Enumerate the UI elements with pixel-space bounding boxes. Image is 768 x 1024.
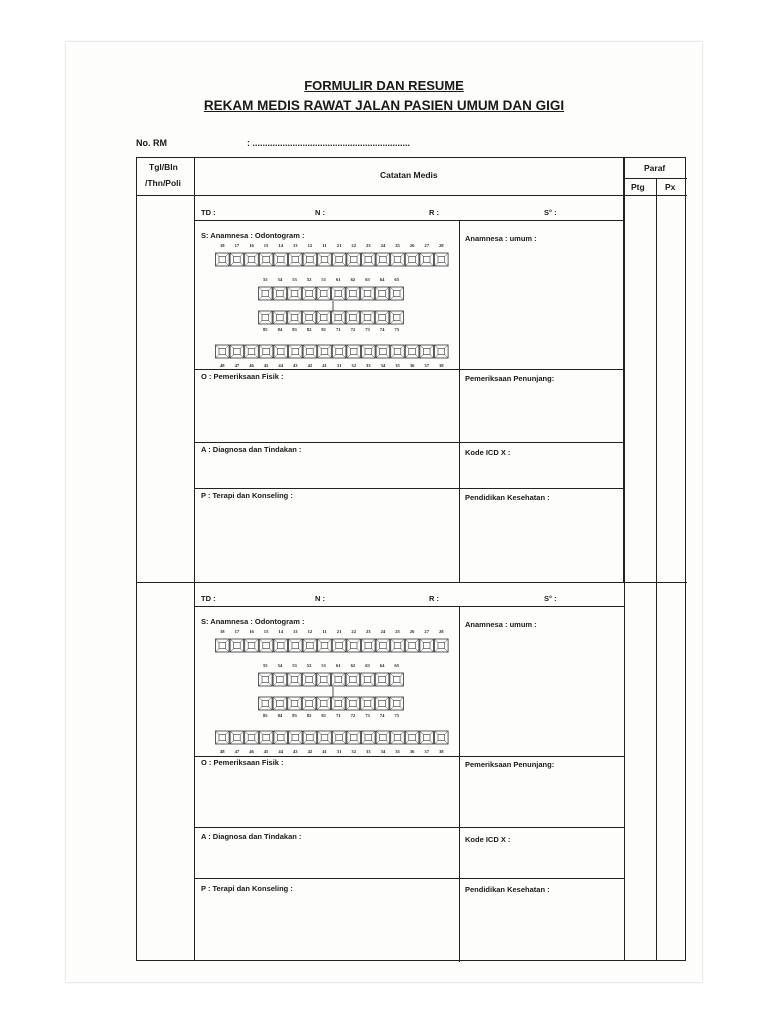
- tooth-71[interactable]: [332, 697, 346, 710]
- tooth-number-label: 85: [263, 713, 268, 718]
- tooth-15[interactable]: [259, 253, 273, 266]
- tooth-number-label: 18: [220, 629, 225, 634]
- td-label: TD :: [201, 594, 216, 603]
- tooth-number-label: 62: [350, 277, 356, 282]
- odontogram-chart[interactable]: [213, 627, 453, 755]
- o-pemeriksaan-label: O : Pemeriksaan Fisik :: [201, 372, 284, 381]
- tooth-71[interactable]: [332, 311, 346, 324]
- notes-right-border-1: [623, 158, 624, 582]
- vitals-bottom-line: [194, 606, 624, 607]
- col-divider-paraf: [624, 158, 625, 960]
- tooth-83[interactable]: [288, 311, 302, 324]
- tooth-45[interactable]: [259, 345, 273, 358]
- tooth-34[interactable]: [376, 731, 390, 744]
- inner-divider-2: [459, 606, 460, 962]
- tooth-number-label: 22: [351, 243, 356, 248]
- notes-col-header: Catatan Medis: [380, 170, 438, 180]
- tooth-62[interactable]: [346, 287, 360, 300]
- tooth-14[interactable]: [274, 639, 288, 652]
- tooth-82[interactable]: [302, 311, 316, 324]
- section-line-o-1: [194, 369, 624, 370]
- tooth-54[interactable]: [273, 673, 287, 686]
- section-line-a-2: [194, 827, 624, 828]
- tooth-15[interactable]: [259, 639, 273, 652]
- tooth-25[interactable]: [391, 253, 405, 266]
- a-diagnosa-label: A : Diagnosa dan Tindakan :: [201, 832, 302, 841]
- tooth-85[interactable]: [259, 311, 273, 324]
- section-line-p-1: [194, 488, 624, 489]
- tooth-48[interactable]: [216, 731, 230, 744]
- tooth-number-label: 81: [321, 327, 326, 332]
- tooth-number-label: 25: [395, 243, 400, 248]
- tooth-number-label: 52: [306, 663, 312, 668]
- tooth-84[interactable]: [273, 697, 287, 710]
- tooth-84[interactable]: [273, 311, 287, 324]
- form-sheet: [66, 42, 702, 982]
- tooth-number-label: 28: [439, 629, 444, 634]
- tooth-14[interactable]: [274, 253, 288, 266]
- tooth-13[interactable]: [289, 639, 303, 652]
- kode-icd-label: Kode ICD X :: [465, 448, 511, 457]
- vitals-bottom-line: [194, 220, 624, 221]
- tooth-11[interactable]: [318, 253, 332, 266]
- tooth-85[interactable]: [259, 697, 273, 710]
- tooth-52[interactable]: [302, 673, 316, 686]
- tooth-37[interactable]: [420, 345, 434, 358]
- tooth-number-label: 31: [336, 749, 342, 754]
- tooth-42[interactable]: [303, 731, 317, 744]
- tooth-18[interactable]: [216, 639, 230, 652]
- tooth-number-label: 23: [366, 243, 371, 248]
- tooth-number-label: 13: [293, 629, 298, 634]
- tooth-number-label: 14: [278, 243, 283, 248]
- no-rm-field[interactable]: : ...............................................................: [247, 138, 411, 148]
- tooth-41[interactable]: [318, 345, 332, 358]
- tooth-75[interactable]: [390, 697, 404, 710]
- tooth-number-label: 71: [336, 327, 341, 332]
- tooth-23[interactable]: [362, 639, 376, 652]
- tooth-55[interactable]: [259, 287, 273, 300]
- tooth-number-label: 75: [394, 327, 399, 332]
- tooth-46[interactable]: [245, 731, 259, 744]
- tooth-32[interactable]: [347, 731, 361, 744]
- tooth-51[interactable]: [317, 673, 331, 686]
- tooth-number-label: 83: [292, 713, 297, 718]
- tooth-number-label: 11: [322, 243, 327, 248]
- tooth-number-label: 45: [263, 749, 269, 754]
- tooth-47[interactable]: [230, 731, 244, 744]
- pemeriksaan-penunjang-label: Pemeriksaan Penunjang:: [465, 374, 555, 383]
- tooth-46[interactable]: [245, 345, 259, 358]
- tooth-72[interactable]: [346, 311, 360, 324]
- tooth-number-label: 35: [395, 363, 400, 368]
- tooth-number-label: 16: [249, 629, 254, 634]
- tooth-number-label: 54: [277, 277, 283, 282]
- tooth-number-label: 63: [365, 663, 370, 668]
- tooth-22[interactable]: [347, 639, 361, 652]
- tooth-11[interactable]: [318, 639, 332, 652]
- tooth-number-label: 38: [439, 363, 444, 368]
- tooth-52[interactable]: [302, 287, 316, 300]
- tooth-number-label: 36: [409, 749, 415, 754]
- tooth-number-label: 17: [234, 629, 240, 634]
- tooth-number-label: 55: [263, 663, 268, 668]
- pendidikan-kesehatan-label: Pendidikan Kesehatan :: [465, 885, 550, 894]
- tooth-37[interactable]: [420, 731, 434, 744]
- tooth-number-label: 41: [322, 749, 327, 754]
- no-rm-label: No. RM: [136, 138, 167, 148]
- tooth-number-label: 27: [424, 629, 429, 634]
- tooth-22[interactable]: [347, 253, 361, 266]
- tooth-number-label: 36: [409, 363, 415, 368]
- tooth-number-label: 51: [321, 277, 326, 282]
- n-label: N :: [315, 208, 325, 217]
- tooth-17[interactable]: [230, 639, 244, 652]
- tooth-12[interactable]: [303, 253, 317, 266]
- tooth-number-label: 75: [394, 713, 399, 718]
- tooth-number-label: 82: [306, 713, 312, 718]
- tooth-number-label: 33: [366, 363, 371, 368]
- tooth-number-label: 37: [424, 363, 429, 368]
- px-header: Px: [665, 182, 676, 192]
- tooth-36[interactable]: [405, 731, 419, 744]
- tooth-65[interactable]: [390, 673, 404, 686]
- tooth-number-label: 63: [365, 277, 370, 282]
- n-label: N :: [315, 594, 325, 603]
- tooth-54[interactable]: [273, 287, 287, 300]
- tooth-number-label: 15: [263, 243, 269, 248]
- tooth-number-label: 73: [365, 327, 370, 332]
- tooth-63[interactable]: [361, 287, 375, 300]
- tooth-number-label: 21: [336, 243, 342, 248]
- tooth-number-label: 37: [424, 749, 429, 754]
- tooth-21[interactable]: [332, 253, 346, 266]
- tooth-number-label: 32: [351, 749, 356, 754]
- tooth-61[interactable]: [332, 673, 346, 686]
- tooth-17[interactable]: [230, 253, 244, 266]
- tooth-number-label: 81: [321, 713, 326, 718]
- p-terapi-label: P : Terapi dan Konseling :: [201, 491, 293, 500]
- ptg-header: Ptg: [631, 182, 645, 192]
- tooth-62[interactable]: [346, 673, 360, 686]
- tooth-82[interactable]: [302, 697, 316, 710]
- tooth-53[interactable]: [288, 287, 302, 300]
- tooth-36[interactable]: [405, 345, 419, 358]
- tooth-number-label: 25: [395, 629, 400, 634]
- tooth-number-label: 84: [277, 713, 283, 718]
- tooth-74[interactable]: [375, 697, 389, 710]
- tooth-45[interactable]: [259, 731, 273, 744]
- tooth-number-label: 31: [336, 363, 342, 368]
- tooth-number-label: 17: [234, 243, 240, 248]
- tooth-31[interactable]: [332, 345, 346, 358]
- tooth-number-label: 22: [351, 629, 356, 634]
- tooth-81[interactable]: [317, 311, 331, 324]
- tooth-number-label: 11: [322, 629, 327, 634]
- anamnesa-umum-label: Anamnesa : umum :: [465, 234, 537, 243]
- tooth-73[interactable]: [361, 697, 375, 710]
- pemeriksaan-penunjang-label: Pemeriksaan Penunjang:: [465, 760, 555, 769]
- o-pemeriksaan-label: O : Pemeriksaan Fisik :: [201, 758, 284, 767]
- tooth-64[interactable]: [375, 673, 389, 686]
- tooth-83[interactable]: [288, 697, 302, 710]
- tooth-38[interactable]: [435, 345, 449, 358]
- tooth-35[interactable]: [391, 345, 405, 358]
- tooth-number-label: 62: [350, 663, 356, 668]
- tooth-number-label: 47: [234, 749, 240, 754]
- tooth-26[interactable]: [405, 639, 419, 652]
- tooth-38[interactable]: [435, 731, 449, 744]
- tooth-number-label: 41: [322, 363, 327, 368]
- tooth-number-label: 46: [249, 749, 254, 754]
- tooth-number-label: 26: [409, 629, 415, 634]
- tooth-12[interactable]: [303, 639, 317, 652]
- tooth-number-label: 74: [379, 713, 385, 718]
- tooth-number-label: 34: [380, 749, 386, 754]
- tooth-number-label: 55: [263, 277, 268, 282]
- tooth-73[interactable]: [361, 311, 375, 324]
- s-temp-label: S° :: [544, 594, 557, 603]
- tooth-number-label: 84: [277, 327, 283, 332]
- tooth-number-label: 13: [293, 243, 298, 248]
- tooth-number-label: 21: [336, 629, 342, 634]
- col-divider-ptg-px: [656, 178, 657, 960]
- tooth-number-label: 51: [321, 663, 326, 668]
- tooth-number-label: 71: [336, 713, 341, 718]
- tooth-28[interactable]: [435, 639, 449, 652]
- tooth-number-label: 24: [380, 629, 386, 634]
- tooth-number-label: 12: [307, 243, 313, 248]
- tooth-number-label: 27: [424, 243, 429, 248]
- tooth-number-label: 44: [278, 363, 283, 368]
- tooth-33[interactable]: [362, 731, 376, 744]
- tooth-25[interactable]: [391, 639, 405, 652]
- tooth-number-label: 74: [379, 327, 385, 332]
- s-anamnesa-label: S: Anamnesa : Odontogram :: [201, 617, 305, 626]
- kode-icd-label: Kode ICD X :: [465, 835, 511, 844]
- tooth-43[interactable]: [289, 731, 303, 744]
- tooth-47[interactable]: [230, 345, 244, 358]
- col-divider-date: [194, 158, 195, 960]
- tooth-33[interactable]: [362, 345, 376, 358]
- tooth-number-label: 53: [292, 663, 297, 668]
- tooth-number-label: 72: [350, 713, 356, 718]
- tooth-number-label: 43: [293, 363, 298, 368]
- tooth-number-label: 42: [307, 749, 313, 754]
- tooth-number-label: 33: [366, 749, 371, 754]
- tooth-26[interactable]: [405, 253, 419, 266]
- tooth-28[interactable]: [435, 253, 449, 266]
- tooth-63[interactable]: [361, 673, 375, 686]
- tooth-number-label: 16: [249, 243, 254, 248]
- tooth-27[interactable]: [420, 253, 434, 266]
- tooth-34[interactable]: [376, 345, 390, 358]
- tooth-number-label: 26: [409, 243, 415, 248]
- tooth-55[interactable]: [259, 673, 273, 686]
- tooth-41[interactable]: [318, 731, 332, 744]
- tooth-number-label: 82: [306, 327, 312, 332]
- tooth-16[interactable]: [245, 639, 259, 652]
- tooth-number-label: 48: [220, 749, 225, 754]
- section-line-p-2: [194, 878, 624, 879]
- tooth-number-label: 42: [307, 363, 313, 368]
- tooth-number-label: 64: [379, 663, 385, 668]
- tooth-32[interactable]: [347, 345, 361, 358]
- r-label: R :: [429, 594, 439, 603]
- tooth-number-label: 15: [263, 629, 269, 634]
- tooth-number-label: 52: [306, 277, 312, 282]
- tooth-number-label: 61: [336, 277, 341, 282]
- tooth-number-label: 54: [277, 663, 283, 668]
- tooth-number-label: 34: [380, 363, 386, 368]
- s-temp-label: S° :: [544, 208, 557, 217]
- tooth-number-label: 65: [394, 277, 399, 282]
- tooth-24[interactable]: [376, 253, 390, 266]
- tooth-35[interactable]: [391, 731, 405, 744]
- p-terapi-label: P : Terapi dan Konseling :: [201, 884, 293, 893]
- tooth-number-label: 85: [263, 327, 268, 332]
- tooth-21[interactable]: [332, 639, 346, 652]
- tooth-72[interactable]: [346, 697, 360, 710]
- tooth-number-label: 12: [307, 629, 313, 634]
- tooth-27[interactable]: [420, 639, 434, 652]
- tooth-64[interactable]: [375, 287, 389, 300]
- tooth-44[interactable]: [274, 345, 288, 358]
- date-col-header-line1: Tgl/Bln: [149, 162, 178, 172]
- odontogram-chart[interactable]: [213, 241, 453, 369]
- inner-divider-1: [459, 220, 460, 582]
- tooth-number-label: 83: [292, 327, 297, 332]
- tooth-number-label: 28: [439, 243, 444, 248]
- tooth-number-label: 48: [220, 363, 225, 368]
- tooth-number-label: 64: [379, 277, 385, 282]
- anamnesa-umum-label: Anamnesa : umum :: [465, 620, 537, 629]
- section-line-a-1: [194, 442, 624, 443]
- form-title-line1: FORMULIR DAN RESUME: [304, 78, 464, 93]
- date-col-header-line2: /Thn/Poli: [145, 178, 181, 188]
- r-label: R :: [429, 208, 439, 217]
- tooth-number-label: 45: [263, 363, 269, 368]
- pendidikan-kesehatan-label: Pendidikan Kesehatan :: [465, 493, 550, 502]
- tooth-number-label: 65: [394, 663, 399, 668]
- tooth-number-label: 35: [395, 749, 400, 754]
- tooth-number-label: 38: [439, 749, 444, 754]
- tooth-number-label: 18: [220, 243, 225, 248]
- tooth-51[interactable]: [317, 287, 331, 300]
- tooth-74[interactable]: [375, 311, 389, 324]
- tooth-43[interactable]: [289, 345, 303, 358]
- form-title-line2: REKAM MEDIS RAWAT JALAN PASIEN UMUM DAN GIGI: [203, 98, 565, 113]
- medical-record-table: [136, 157, 686, 961]
- tooth-13[interactable]: [289, 253, 303, 266]
- tooth-number-label: 24: [380, 243, 386, 248]
- tooth-65[interactable]: [390, 287, 404, 300]
- tooth-42[interactable]: [303, 345, 317, 358]
- tooth-81[interactable]: [317, 697, 331, 710]
- tooth-number-label: 72: [350, 327, 356, 332]
- paraf-sub-line: [624, 178, 687, 179]
- tooth-number-label: 46: [249, 363, 254, 368]
- tooth-number-label: 44: [278, 749, 283, 754]
- tooth-number-label: 32: [351, 363, 356, 368]
- tooth-31[interactable]: [332, 731, 346, 744]
- tooth-number-label: 47: [234, 363, 240, 368]
- tooth-48[interactable]: [216, 345, 230, 358]
- tooth-number-label: 61: [336, 663, 341, 668]
- section-line-o-2: [194, 756, 624, 757]
- tooth-53[interactable]: [288, 673, 302, 686]
- tooth-number-label: 53: [292, 277, 297, 282]
- tooth-number-label: 23: [366, 629, 371, 634]
- tooth-number-label: 43: [293, 749, 298, 754]
- tooth-16[interactable]: [245, 253, 259, 266]
- header-bottom-line: [137, 195, 687, 196]
- tooth-61[interactable]: [332, 287, 346, 300]
- tooth-18[interactable]: [216, 253, 230, 266]
- tooth-23[interactable]: [362, 253, 376, 266]
- tooth-75[interactable]: [390, 311, 404, 324]
- s-anamnesa-label: S: Anamnesa : Odontogram :: [201, 231, 305, 240]
- tooth-44[interactable]: [274, 731, 288, 744]
- tooth-number-label: 14: [278, 629, 283, 634]
- td-label: TD :: [201, 208, 216, 217]
- tooth-number-label: 73: [365, 713, 370, 718]
- paraf-header: Paraf: [644, 163, 666, 173]
- entry-separator-line: [137, 582, 687, 583]
- a-diagnosa-label: A : Diagnosa dan Tindakan :: [201, 445, 302, 454]
- tooth-24[interactable]: [376, 639, 390, 652]
